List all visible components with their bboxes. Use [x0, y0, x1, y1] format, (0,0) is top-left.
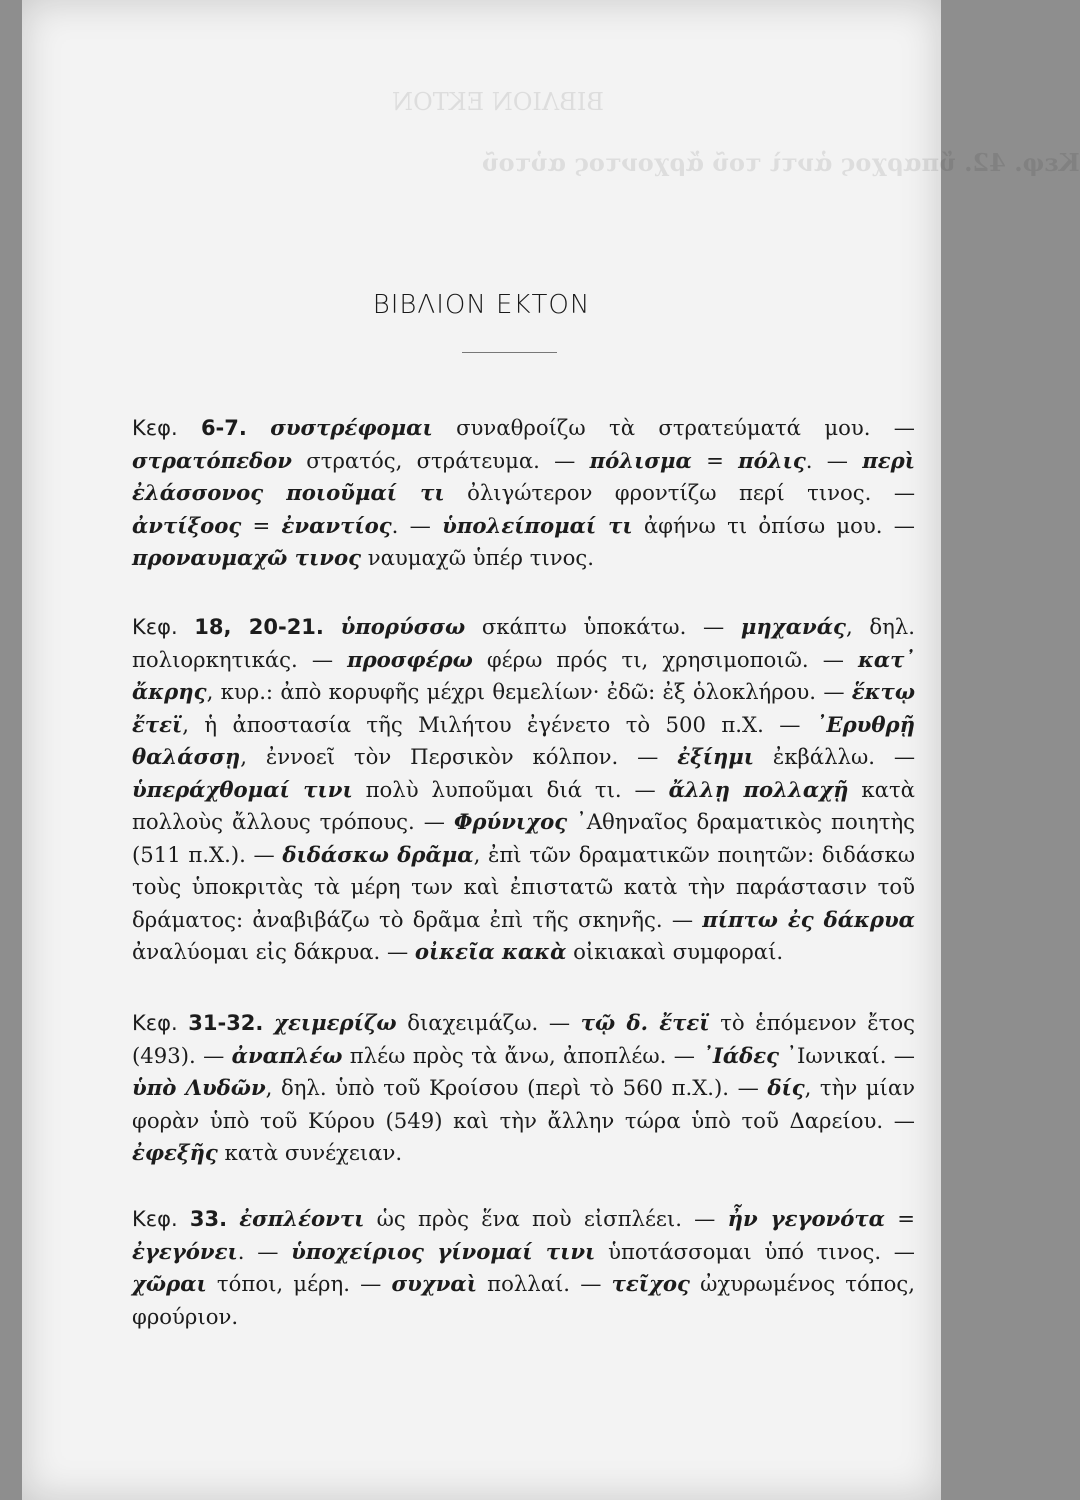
glossary-definition: ἀναλύομαι εἰς δάκρυα. — — [132, 939, 415, 964]
glossary-definition: πολὺ λυποῦμαι διά τι. — — [352, 776, 669, 802]
glossary-definition: , δηλ. πολιορκητικάς. — — [132, 614, 915, 672]
glossary-term: ἕκτῳ ἔτεϊ — [132, 679, 915, 737]
glossary-definition: στρατός, στράτευμα. — — [292, 447, 590, 473]
glossary-term: ἐφεξῆς — [132, 1140, 218, 1165]
glossary-term: χειμερίζω — [274, 1010, 397, 1035]
glossary-term: οἰκεῖα κακὰ — [414, 939, 567, 964]
glossary-definition: , κυρ.: ἀπὸ κορυφῆς μέχρι θεμελίων· ἐδῶ: ἐξ ὁλοκλήρου. — — [206, 679, 852, 704]
glossary-definition: ᾽Ιωνικαί. — — [779, 1042, 915, 1068]
glossary-term: διδάσκω δρᾶμα — [282, 841, 474, 867]
chapter-label: Κεφ. — [132, 1011, 178, 1035]
glossary-definition: , τὴν μίαν φορὰν ὑπὸ τοῦ Κύρου (549) καὶ τὴν ἄλλην τώρα ὑπὸ τοῦ Δαρείου. — — [132, 1075, 916, 1133]
glossary-term: ὑπολείπομαί τι — [442, 512, 633, 538]
glossary-term: χῶραι — [132, 1271, 207, 1296]
chapter-label: Κεφ. — [132, 1207, 178, 1231]
glossary-term: ὑπὸ Λυδῶν — [132, 1075, 266, 1100]
glossary-term: ἄλλῃ πολλαχῇ — [668, 776, 849, 802]
chapter-number: 18, 20-21. — [194, 615, 324, 639]
glossary-definition: = — [884, 1206, 915, 1231]
book-page — [22, 0, 1080, 1500]
bleed-through-text: Κεφ. 42. ὕπαρχος ἀντὶ τοῦ ἄρχοντος αὐτοῦ — [482, 148, 1080, 177]
glossary-term: ἀντίξοος — [132, 512, 242, 538]
glossary-definition: , ἐννοεῖ τὸν Περσικὸν κόλπον. — — [240, 744, 678, 769]
glossary-term: ἐγεγόνει — [132, 1238, 238, 1264]
chapter-entry — [132, 611, 915, 969]
glossary-definition: , ἡ ἀποστασία τῆς Μιλήτου ἐγένετο τὸ 500 π.Χ. — — [182, 711, 816, 737]
glossary-definition: κατὰ πολλοὺς ἄλλους τρόπους. — — [132, 776, 915, 834]
glossary-term: τεῖχος — [611, 1271, 690, 1296]
glossary-term: πόλις — [738, 447, 806, 473]
glossary-term: ἐναντίος — [281, 512, 392, 538]
glossary-term: ἦν γεγονότα — [727, 1206, 885, 1231]
bleed-through-text: ΒΙΒΛΙΟΝ ΕΚΤΟΝ — [392, 88, 605, 116]
chapter-label: Κεφ. — [132, 416, 178, 440]
chapter-entry — [132, 1007, 915, 1170]
glossary-term: προναυμαχῶ τινος — [132, 545, 361, 570]
glossary-definition: φέρω πρός τι, χρησιμοποιῶ. — — [472, 646, 858, 672]
glossary-definition: σκάπτω ὑποκάτω. — — [465, 614, 741, 639]
chapter-reference — [132, 1207, 227, 1231]
glossary-definition: = — [691, 447, 739, 473]
glossary-definition: ἐκβάλλω. — — [754, 744, 916, 769]
glossary-definition: . — — [391, 512, 443, 538]
glossary-term: ὑποχείριος γίνομαί τινι — [291, 1238, 596, 1264]
glossary-definition: κατὰ συνέχειαν. — [217, 1140, 403, 1165]
glossary-term: ᾽Ιάδες — [702, 1042, 780, 1068]
glossary-term: ἐσπλέοντι — [239, 1206, 365, 1231]
glossary-definition: ὡς πρὸς ἕνα ποὺ εἰσπλέει. — — [364, 1206, 728, 1231]
chapter-number: 31-32. — [188, 1011, 264, 1035]
glossary-definition: ὠχυρωμένος τόπος, φρούριον. — [132, 1271, 915, 1329]
chapter-number: 6-7. — [200, 416, 247, 440]
glossary-term: συστρέφομαι — [270, 415, 433, 440]
glossary-definition: τόποι, μέρη. — — [206, 1271, 392, 1296]
book-title: ΒΙΒΛΙΟΝ ΕΚΤΟΝ — [372, 290, 591, 320]
glossary-term: κατ᾽ ἄκρης — [132, 646, 915, 704]
glossary-term: ἀναπλέω — [231, 1042, 343, 1068]
glossary-term: δίς — [767, 1075, 805, 1100]
chapter-number: 33. — [189, 1207, 228, 1231]
glossary-term: πίπτω ἐς δάκρυα — [702, 906, 915, 932]
glossary-term: Φρύνιχος — [453, 809, 568, 834]
glossary-term: συχναὶ — [391, 1271, 477, 1296]
glossary-definition: , ἐπὶ τῶν δραματικῶν ποιητῶν: διδάσκω τοὺς ὑποκριτὰς τὰ μέρη των καὶ ἐπιστατῶ κατὰ τὴν παράστασιν τοῦ δράματος: ἀναβιβάζω τὸ δρᾶμα ἐπὶ τῆς σκηνῆς. — — [132, 841, 915, 932]
title-divider — [462, 352, 557, 353]
glossary-definition: τὸ ἑπόμενον ἔτος (493). — — [132, 1010, 915, 1068]
glossary-definition: ναυμαχῶ ὑπέρ τινος. — [360, 545, 594, 570]
chapter-reference — [132, 1011, 263, 1035]
glossary-definition: ὀλιγώτερον φροντίζω περί τινος. — — [444, 480, 916, 505]
glossary-term: περὶ ἐλάσσονος ποιοῦμαί τι — [132, 447, 915, 505]
chapter-reference — [132, 416, 247, 440]
glossary-definition: πλέω πρὸς τὰ ἄνω, ἀποπλέω. — — [342, 1042, 703, 1068]
glossary-definition: οἰκιακαὶ συμφοραί. — [566, 939, 784, 964]
glossary-term: ὑπεράχθομαί τινι — [132, 776, 353, 802]
chapter-reference — [132, 615, 324, 639]
glossary-term: ὑπορύσσω — [340, 614, 466, 639]
glossary-term: προσφέρω — [347, 646, 473, 672]
glossary-term: τῷ δ. ἔτεϊ — [580, 1010, 710, 1035]
glossary-term: ἐξίημι — [677, 744, 755, 769]
glossary-term: στρατόπεδον — [132, 447, 293, 473]
glossary-definition: = — [241, 512, 282, 538]
glossary-term: μηχανάς — [740, 614, 846, 639]
glossary-term: πόλισμα — [589, 447, 692, 473]
glossary-definition: . — — [237, 1238, 292, 1264]
glossary-definition: ἀφήνω τι ὀπίσω μου. — — [632, 512, 915, 538]
glossary-term: ᾽Ερυθρῇ θαλάσσῃ — [132, 711, 915, 769]
glossary-definition: , δηλ. ὑπὸ τοῦ Κροίσου (περὶ τὸ 560 π.Χ.). — — [265, 1075, 768, 1100]
glossary-definition: συναθροίζω τὰ στρατεύματά μου. — — [432, 415, 915, 440]
glossary-definition: . — — [805, 447, 863, 473]
glossary-definition: διαχειμάζω. — — [396, 1010, 581, 1035]
glossary-definition: πολλαί. — — [476, 1271, 612, 1296]
glossary-definition: ᾽Αθηναῖος δραματικὸς ποιητὴς (511 π.Χ.). — — [132, 809, 916, 867]
chapter-label: Κεφ. — [132, 615, 178, 639]
glossary-definition: ὑποτάσσομαι ὑπό τινος. — — [595, 1238, 915, 1264]
chapter-entry — [132, 1203, 915, 1333]
chapter-entry — [132, 412, 915, 575]
